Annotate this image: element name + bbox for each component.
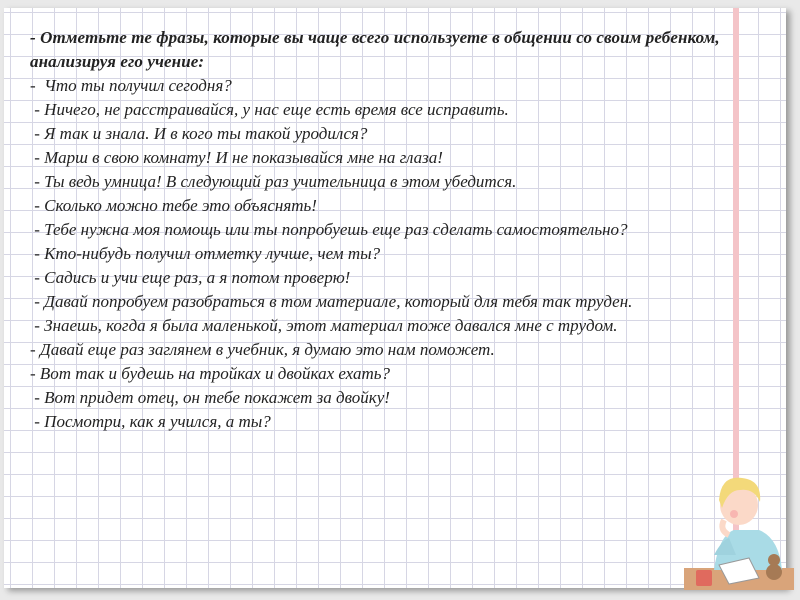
phrase-item: - Тебе нужна моя помощь или ты попробуешь еще раз сделать самостоятельно? bbox=[30, 220, 628, 239]
girl-at-desk-illustration bbox=[674, 460, 794, 595]
phrase-item: - Давай попробуем разобраться в том материале, который для тебя так труден. bbox=[30, 292, 633, 311]
phrase-item: - Вот придет отец, он тебе покажет за двойку! bbox=[30, 388, 390, 407]
phrase-item: - Вот так и будешь на тройках и двойках ехать? bbox=[30, 364, 391, 383]
phrase-item: - Посмотри, как я учился, а ты? bbox=[30, 412, 271, 431]
phrase-item: - Ты ведь умница! В следующий раз учительница в этом убедится. bbox=[30, 172, 517, 191]
grid-paper-slide bbox=[4, 8, 786, 588]
slide-text bbox=[30, 26, 760, 434]
phrase-item: - Кто-нибудь получил отметку лучше, чем ты? bbox=[30, 244, 381, 263]
phrase-item: - Давай еще раз заглянем в учебник, я думаю это нам поможет. bbox=[30, 340, 495, 359]
phrase-item: - Я так и знала. И в кого ты такой уродился? bbox=[30, 124, 368, 143]
phrase-item: - Знаешь, когда я была маленькой, этот материал тоже давался мне с трудом. bbox=[30, 316, 618, 335]
instruction-heading: - Отметьте те фразы, которые вы чаще всего используете в общении со своим ребенком, анализируя его учение: bbox=[30, 28, 720, 71]
phrase-item: - Ничего, не расстраивайся, у нас еще есть время все исправить. bbox=[30, 100, 509, 119]
phrase-item: - Что ты получил сегодня? bbox=[30, 76, 232, 95]
phrase-item: - Марш в свою комнату! И не показывайся мне на глаза! bbox=[30, 148, 443, 167]
phrase-item: - Садись и учи еще раз, а я потом проверю! bbox=[30, 268, 351, 287]
phrase-item: - Сколько можно тебе это объяснять! bbox=[30, 196, 317, 215]
